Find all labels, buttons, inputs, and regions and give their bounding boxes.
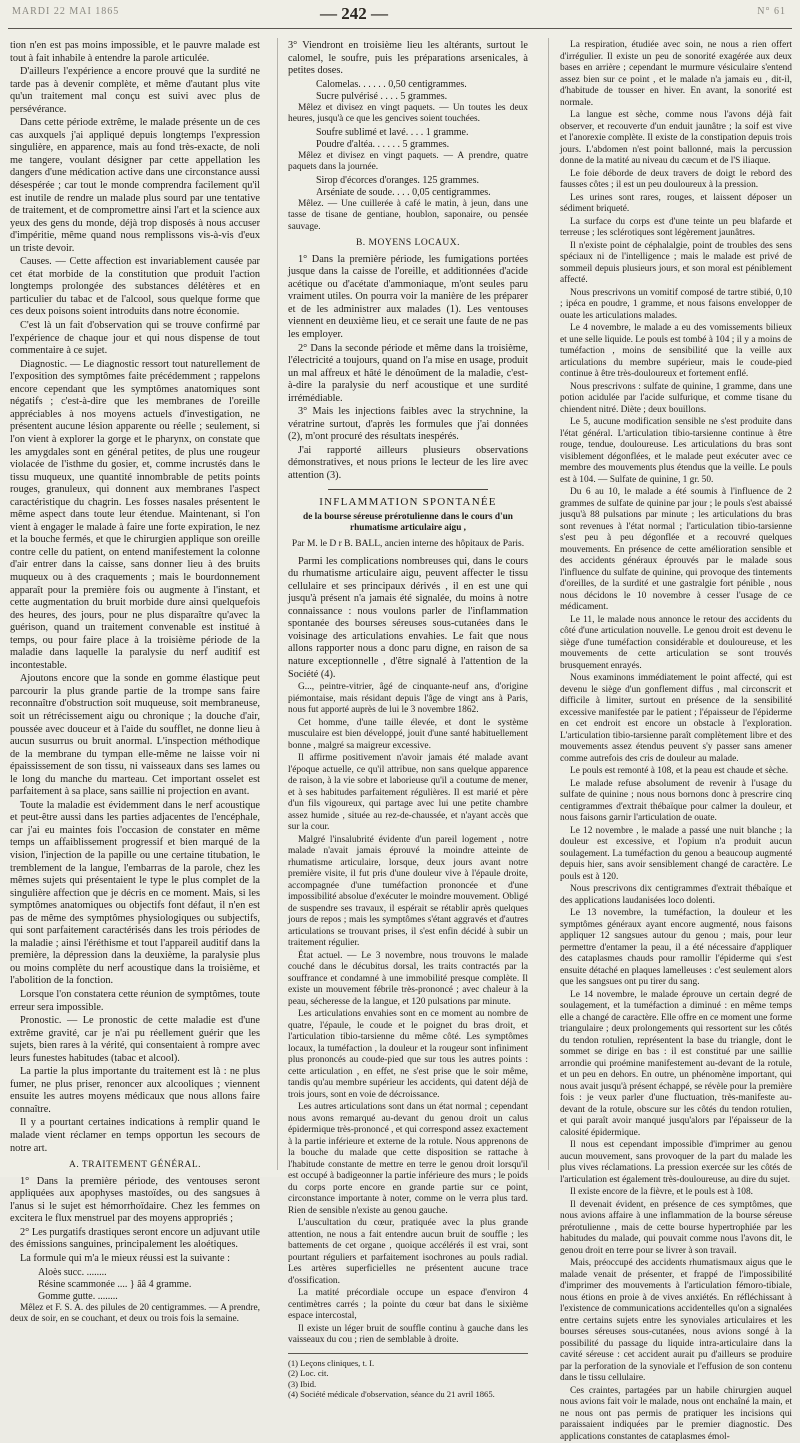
paragraph: La formule qui m'a le mieux réussi est la suivante : bbox=[10, 1253, 260, 1266]
paragraph: Lorsque l'on constatera cette réunion de symptômes, toute erreur sera impossible. bbox=[10, 989, 260, 1014]
article-title: INFLAMMATION SPONTANÉE bbox=[288, 496, 528, 509]
paragraph: Dans cette période extrême, le malade présente un de ces cas auxquels j'ai appliqué depuis longtemps l'expression singulière, en apparence, mais au fond très-exacte, de noli me tangere, voulant désigner par cette appellation les dangers d'une médication active dans une circonstance aussi désespérée ; car tout le monde comprendra facilement qu'il est inutile de rendre un malade plus sourd par une tentative de traitement, et de compromettre ainsi l'art et la science aux yeux des gens du monde, déjà trop disposés à nous accuser d'impéritie, même quand nous remplissons vis-à-vis d'eux un triste devoir. bbox=[10, 117, 260, 255]
paragraph: Il affirme positivement n'avoir jamais été malade avant l'époque actuelle, ce qu'il attribue, non sans quelque apparence de raison, à la vie sobre et laborieuse qu'il a coutume de mener, et à ses habitudes parfaitement régulières. Il est marié et père d'un fils vigoureux, qui partage avec lui une petite chambre assez humide , située au rez-de-chaussée, et n'ayant accès que sur la cour. bbox=[288, 753, 528, 834]
paragraph: Toute la maladie est évidemment dans le nerf acoustique et peut-être aussi dans les parties adjacentes de l'encéphale, car j'ai eu maintes fois l'occasion de constater en même temps un affaiblissement progressif et bien marqué de la vision, l'injection de la papille ou une certaine titubation, le tremblement de la langue, l'embarras de la parole, chez les mêmes sujets qui présentaient le type le plus complet de la singulière affection que je décris en ce moment. Mais, si les symptômes anatomiques ou objectifs font défaut, il n'en est pas de même des symptômes physiologiques ou subjectifs, qui sont parfaitement caractérisés dans les trois périodes de la maladie ; ainsi l'éréthisme et tout l'appareil auditif dans la première, la dépression dans la deuxième, la paralysie plus ou moins complète du nerf acoustique dans la troisième, et l'abolition de la fonction. bbox=[10, 800, 260, 988]
formula-line: Soufre sublimé et lavé. . . . 1 gramme. bbox=[316, 127, 528, 139]
paragraph: Le malade refuse absolument de revenir à l'usage du sulfate de quinine ; nous nous bornons donc à prescrire cinq centigrammes d'extrait thébaïque pour calmer la douleur, et nous faisons garnir l'articulation de ouate. bbox=[560, 779, 792, 825]
footnote: (4) Société médicale d'observation, séance du 21 avril 1865. bbox=[288, 1389, 528, 1400]
paragraph: Mais, préoccupé des accidents rhumatismaux aigus que le malade venait de présenter, et frappé de l'impossibilité d'imprimer des mouvements à l'articulation fémoro-tibiale, nous étions en proie à de vives anxiétés. En réfléchissant à l'existence de communications accidentelles qu'on a signalées entre certains sujets entre les synoviales articulaires et les bourses séreuses sous-cutanées, nous avions songé à la possibilité du passage du liquide intra-articulaire dans la cavité séreuse : cet accident aurait pu d'ailleurs se produire par la perforation de la synoviale et l'effusion de son contenu dans le tissu cellulaire. bbox=[560, 1258, 792, 1385]
paragraph: Le pouls est remonté à 108, et la peau est chaude et sèche. bbox=[560, 766, 792, 778]
column-1 bbox=[10, 40, 260, 1170]
paragraph: Il existe encore de la fièvre, et le pouls est à 108. bbox=[560, 1187, 792, 1199]
header-date-mirrored: MARDI 22 MAI 1865 bbox=[12, 6, 119, 17]
section-heading: A. TRAITEMENT GÉNÉRAL. bbox=[10, 1159, 260, 1172]
page-header bbox=[0, 0, 800, 36]
column-2 bbox=[288, 40, 528, 1170]
paragraph: État actuel. — Le 3 novembre, nous trouvons le malade couché dans le décubitus dorsal, les traits contractés par la souffrance et condamné à une immobilité presque complète. Il existe un mouvement fébrile très-prononcé ; avec chaleur à la peau, sécheresse de la langue, et 120 pulsations par minute. bbox=[288, 951, 528, 1009]
paragraph: tion n'en est pas moins impossible, et le pauvre malade est tout à fait inhabile à entendre la parole articulée. bbox=[10, 40, 260, 65]
paragraph: Le 14 novembre, le malade éprouve un certain degré de soulagement, et la tuméfaction a diminué : en même temps elle a changé de caractère. Elle offre en ce moment une forme triangulaire ; deux prolongements qui ressortent sur les côtés du tendon rotulien, représentent la base du triangle, dont le sommet se dirige en bas : il est constitué par une saillie arrondie qui proémine manifestement au-devant de la rotule, et un peu en dehors. En outre, un phénomène important, qui nous avait jusqu'à présent échappé, se révèle pour la première fois : je veux parler d'une fluctuation, très-manifeste au-devant de la rotule, obscure sur les côtés du tendon rotulien, et qui paraît avoir manqué jusqu'alors par l'épaisseur de la calosité épidermique. bbox=[560, 990, 792, 1140]
article-subtitle: de la bourse séreuse prérotulienne dans le cours d'un rhumatisme articulaire aigu , bbox=[298, 512, 518, 534]
paragraph: 1° Dans la première période, les fumigations portées jusque dans la caisse de l'oreille, et additionnées d'acide acétique ou d'acétate d'ammoniaque, m'ont seules paru vraiment utiles. On pourra voir la manière de les préparer et de les administrer aux malades (1). Les ventouses viennent en deuxième lieu, et ce serait une faute de ne pas les employer. bbox=[288, 254, 528, 342]
paragraph-diagnostic: Diagnostic. — Le diagnostic ressort tout naturellement de l'exposition des symptômes faite précédemment ; rappelons encore cependant que les symptômes anatomiques sont négatifs ; c'est-à-dire que les membranes de l'oreille appréciables à nos moyens actuels d'investigation, ne présentent aucune lésion apparente ou réelle ; seulement, si l'on vient à explorer la gorge et le pharynx, on constate que les amygdales sont en général petites, de plus une rougeur violacée de l'isthme du gosier, et, comme incrustés dans le tissu muqueux, une quantité innombrable de petits points rouges, granuleux, qui donnent aux membranes l'aspect caractéristique du chagrin. Les fosses nasales présentent le même aspect dans toute leur étendue. Maintenant, si l'on vient à engager le malade à faire une forte expiration, le nez et la bouche fermés, et que le chirurgien applique son oreille contre celle du patient, on entend manifestement la colonne d'air entrer dans la caisse, sans donner lieu à des bruits muqueux ou à des craquements ; mais le bourdonnement apparaît pour la première fois ou augmente à l'instant, et cette augmentation du bruit morbide dure ainsi quelquefois des heures, des jours, pour ne plus disparaître qu'avec la guérison, quand un traitement convenable est institué à temps, ou pour faire place à la troisième période de la maladie dans laquelle la paralysie du nerf auditif est incontestable. bbox=[10, 359, 260, 673]
formula-line: Résine scammonée .... } ââ 4 gramme. bbox=[38, 1279, 260, 1291]
paragraph: Ces craintes, partagées par un habile chirurgien auquel nous avions fait voir le malade, nous ont enchaîné la main, et ne nous ont pas permis de pratiquer les incisions qui paraissaient indiquées par le premier diagnostic. Des applications constantes de cataplasmes émol- bbox=[560, 1386, 792, 1443]
paragraph: Le foie déborde de deux travers de doigt le rebord des fausses côtes ; il est un peu douloureux à la pression. bbox=[560, 169, 792, 192]
paragraph: La surface du corps est d'une teinte un peu blafarde et terreuse ; les sclérotiques sont légèrement jaunâtres. bbox=[560, 217, 792, 240]
paragraph: Mêlez et divisez en vingt paquets. — Un toutes les deux heures, jusqu'à ce que les gencives soient touchées. bbox=[288, 103, 528, 126]
paragraph: L'auscultation du cœur, pratiquée avec la plus grande attention, ne nous a fait entendre aucun bruit de souffle ; les battements de cet organe , quoique accélérés il est vrai, sont pourtant réguliers et parfaitement isochrones au pouls radial. Les artères superficielles ne présentent aucune trace d'ossification. bbox=[288, 1218, 528, 1287]
paragraph: Ajoutons encore que la sonde en gomme élastique peut parcourir la plus grande partie de la trompe sans faire reconnaître d'obstruction soit muqueuse, soit membraneuse, soit un rétrécissement aigu ou chronique ; la douche d'air, poussée avec douceur et à l'aide du soufflet, ne donne lieu à aucun susurrus ou bruit anormal. L'inspection méthodique de la membrane du tympan elle-même ne laisse voir ni épaississement de son tissu, ni vaisseaux dans ses lames ou le long du manche du marteau. Cet important osselet est parfaitement à sa place, sans saillie ni projection en avant. bbox=[10, 673, 260, 798]
paragraph: 2° Dans la seconde période et même dans la troisième, l'électricité a toujours, quand on l'a mise en usage, produit un mal affreux et hâté le dénoûment de la maladie, c'est-à-dire la paralysie du nerf acoustique et une surdité irrémédiable. bbox=[288, 343, 528, 406]
paragraph: Il n'existe point de céphalalgie, point de troubles des sens spéciaux ni de l'intelligence ; mais le malade est privé de sommeil depuis plusieurs jours, et son moral est péniblement affecté. bbox=[560, 241, 792, 287]
footnote: (3) Ibid. bbox=[288, 1379, 528, 1390]
paragraph: Les urines sont rares, rouges, et laissent déposer un sédiment briqueté. bbox=[560, 193, 792, 216]
formula-line: Aloès succ. ........ bbox=[38, 1267, 260, 1279]
paragraph: La partie la plus importante du traitement est là : ne plus fumer, ne plus priser, renoncer aux alcooliques ; viennent ensuite les autres moyens médicaux que nous allons faire connaître. bbox=[10, 1066, 260, 1116]
column-divider bbox=[277, 38, 278, 1170]
formula-line: Sirop d'écorces d'oranges. 125 grammes. bbox=[316, 175, 528, 187]
paragraph: Du 6 au 10, le malade a été soumis à l'influence de 2 grammes de sulfate de quinine par jour ; le pouls s'est abaissé jusqu'à 88 pulsations par minute ; les articulations du bras sont revenues à l'état normal ; l'articulation tibio-tarsienne s'est peu à peu dégonflée et a recouvré quelques mouvements. En présence de cette amélioration sensible et des accidents généraux éprouvés par le malade sous l'influence du sulfate de quinine, qui provoque des tintements d'oreilles, de la surdité et une gastralgie fort pénible , nous nous décidons le 10 novembre à cesser l'usage de ce médicament. bbox=[560, 487, 792, 614]
paragraph: Les articulations envahies sont en ce moment au nombre de quatre, l'épaule, le coude et le poignet du bras droit, et l'articulation tibio-tarsienne du même côté. Les symptômes locaux, la tuméfaction , la douleur et la rougeur sont infiniment plus prononcés au coude-pied que sur tous les autres points : cette articulation , en effet, ne s'est prise que le soir même, tandis qu'au membre supérieur les accidents, qui datent déjà de trois jours, sont en voie de décroissance. bbox=[288, 1009, 528, 1101]
paragraph: Il devenait évident, en présence de ces symptômes, que nous avions affaire à une inflammation de la bourse séreuse prérotulienne , mais de cette bourse hypertrophiée par les habitudes du malade, qui pouvait comme nous l'avons dit, le genou droit en terre pour se livrer à son travail. bbox=[560, 1200, 792, 1258]
header-rule bbox=[8, 28, 792, 29]
footnotes bbox=[288, 1353, 528, 1400]
article-separator bbox=[328, 489, 488, 490]
paragraph: Le 5, aucune modification sensible ne s'est produite dans l'état général. L'articulation tibio-tarsienne continue à être rouge, tendue, douloureuse. Les articulations du bras sont visiblement dégonflées, et le malade peut exécuter avec ce membre des mouvements plus étendus que la veille. Le pouls est à 104. — Sulfate de quinine, 1 gr. 50. bbox=[560, 417, 792, 486]
paragraph: Le 12 novembre , le malade a passé une nuit blanche ; la douleur est excessive, et l'opium n'a produit aucun soulagement. La tuméfaction du genou a beaucoup augmenté depuis hier, sans avoir sensiblement changé de caractère. Le pouls est à 120. bbox=[560, 826, 792, 884]
header-issue-number: N° 61 bbox=[757, 6, 786, 17]
paragraph: 3° Viendront en troisième lieu les altérants, surtout le calomel, le soufre, puis les préparations arsenicales, à petites doses. bbox=[288, 40, 528, 78]
paragraph: Mêlez et F. S. A. des pilules de 20 centigrammes. — A prendre, deux de soir, en se couchant, et deux ou trois fois la semaine. bbox=[10, 1303, 260, 1326]
paragraph: Le 11, le malade nous annonce le retour des accidents du côté d'une articulation nouvelle. Le genou droit est devenu le siège d'une tuméfaction considérable et douloureuse, et les mouvements de cette articulation se sont trouvés brusquement enrayés. bbox=[560, 615, 792, 673]
paragraph: Le 13 novembre, la tuméfaction, la douleur et les symptômes généraux ayant encore augmenté, nous faisons appliquer 12 sangsues autour du genou ; mais, pour leur permettre d'entamer la peau, il a été nécessaire d'appliquer des cataplasmes chauds pour ramollir l'épiderme qui s'est ensuite détaché en plaques lamelleuses : c'est seulement alors que les sangsues ont pu tirer du sang. bbox=[560, 908, 792, 989]
paragraph: Nous prescrivons dix centigrammes d'extrait thébaïque et des applications laudanisées loco dolenti. bbox=[560, 884, 792, 907]
paragraph: Nous prescrivons : sulfate de quinine, 1 gramme, dans une potion acidulée par l'acide sulfurique, et comme tisane du chiendent nitré. Diète ; deux bouillons. bbox=[560, 382, 792, 417]
paragraph: La matité précordiale occupe un espace d'environ 4 centimètres carrés ; la pointe du cœur bat dans le sixième espace intercostal, bbox=[288, 1288, 528, 1323]
column-3 bbox=[560, 40, 792, 1170]
formula-line: Poudre d'altéa. . . . . . 5 grammes. bbox=[316, 139, 528, 151]
paragraph: Malgré l'insalubrité évidente d'un pareil logement , notre malade n'avait jamais éprouvé la moindre atteinte de rhumatisme articulaire, lorsque, deux jours avant notre première visite, il fut pris d'une douleur vive à l'épaule droite, accompagnée d'une tuméfaction prononcée et d'une impossibilité absolue d'exécuter le moindre mouvement. Obligé de suspendre ses travaux, il espérait se rétablir après quelques jours de repos ; mais les symptômes s'étant aggravés et d'autres articulations se trouvant prises, il s'est enfin décidé à subir un traitement régulier. bbox=[288, 835, 528, 950]
paragraph: Il nous est cependant impossible d'imprimer au genou aucun mouvement, sans provoquer de la part du malade les plus vives réclamations. La pression exercée sur les côtés de l'articulation est également très-douloureuse, au dire du sujet. bbox=[560, 1140, 792, 1186]
paragraph-causes: Causes. — Cette affection est invariablement causée par cet état morbide de la constitution que produit l'action longtemps prolongée des substances délétères et en particulier du tabac et de l'alcool, sous quelque forme que ces deux poisons soient introduits dans notre économie. bbox=[10, 256, 260, 319]
page-number: — 242 — bbox=[320, 4, 388, 24]
section-heading: B. MOYENS LOCAUX. bbox=[288, 237, 528, 250]
paragraph-pronostic: Pronostic. — Le pronostic de cette maladie est d'une extrême gravité, car je n'ai pu réellement guérir que les sujets, bien rares à la vérité, qui consentaient à rompre avec leurs funestes habitudes (tabac et alcool). bbox=[10, 1015, 260, 1065]
footnote: (2) Loc. cit. bbox=[288, 1368, 528, 1379]
paragraph: Il y a pourtant certaines indications à remplir quand le malade vient réclamer en temps opportun les secours de notre art. bbox=[10, 1117, 260, 1155]
paragraph: Nous examinons immédiatement le point affecté, qui est devenu le siège d'un gonflement diffus , mal circonscrit et difficile à limiter, surtout en présence de la sensibilité excessive manifestée par le patient ; l'épaisseur de l'épiderme en cet endroit est encore un obstacle à l'exploration. L'articulation tibio-tarsienne paraît complètement libre et des mouvements assez étendus peuvent s'y passer sans amener comme autrefois des cris de douleur au malade. bbox=[560, 673, 792, 765]
column-divider bbox=[548, 38, 549, 1170]
paragraph: La respiration, étudiée avec soin, ne nous a rien offert d'irrégulier. Il existe un peu de sonorité exagérée aux deux bases en arrière ; cependant le murmure vésiculaire s'entend assez bien sur ce point , et le malade n'a jamais eu , dit-il, d'habitude de tousser en hiver. En avant, la sonorité est normale. bbox=[560, 40, 792, 109]
paragraph: Nous prescrivons un vomitif composé de tartre stibié, 0,10 ; ipéca en poudre, 1 gramme, et nous faisons envelopper de ouate les articulations malades. bbox=[560, 288, 792, 323]
paragraph: J'ai rapporté ailleurs plusieurs observations démonstratives, et nous prions le lecteur de les lire avec attention (3). bbox=[288, 445, 528, 483]
paragraph: Cet homme, d'une taille élevée, et dont le système musculaire est bien développé, jouit d'une santé habituellement bonne , malgré sa maigreur excessive. bbox=[288, 718, 528, 753]
formula-line: Sucre pulvérisé . . . . 5 grammes. bbox=[316, 91, 528, 103]
paragraph: 3° Mais les injections faibles avec la strychnine, la vératrine surtout, d'après les formules que j'ai données (2), m'ont procuré des résultats inespérés. bbox=[288, 406, 528, 444]
paragraph: 1° Dans la première période, des ventouses seront appliquées aux apophyses mastoïdes, ou des sangsues à l'anus si le sujet est hémorrhoïdaire. Chez les femmes on excitera le flux menstruel par des moyens appropriés ; bbox=[10, 1176, 260, 1226]
formula-line: Calomelas. . . . . . 0,50 centigrammes. bbox=[316, 79, 528, 91]
paragraph: Parmi les complications nombreuses qui, dans le cours du rhumatisme articulaire aigu, peuvent affecter le tissu cellulaire et ses principaux dérivés , il en est une qui jusqu'à présent n'a jamais été signalée, du moins à notre connaissance : nous voulons parler de l'inflammation spontanée des bourses séreuses sous-cutanées dans le voisinage des articulations envahies. Le fait que nous allons rapporter nous a donc paru digne, en raison de sa nature exceptionnelle , d'être signalé à l'attention de la Société (4). bbox=[288, 556, 528, 681]
paragraph: La langue est sèche, comme nous l'avons déjà fait observer, et recouverte d'un enduit jaunâtre ; la soif est vive et l'anorexie complète. Il existe de la constipation depuis trois jours. L'abdomen n'est point ballonné, mais la percussion donne de la matité au niveau du cæcum et de l'S iliaque. bbox=[560, 110, 792, 168]
formula-line: Gomme gutte. ........ bbox=[38, 1291, 260, 1303]
footnote: (1) Leçons cliniques, t. I. bbox=[288, 1358, 528, 1369]
paragraph: D'ailleurs l'expérience a encore prouvé que la surdité ne tarde pas à devenir complète, et même d'autant plus vite qu'un traitement mal conçu est suivi avec plus de persévérance. bbox=[10, 66, 260, 116]
paragraph: 2° Les purgatifs drastiques seront encore un adjuvant utile des émissions sanguines, principalement les aloétiques. bbox=[10, 1227, 260, 1252]
paragraph: C'est là un fait d'observation qui se trouve confirmé par l'expérience de chaque jour et qui nous dispense de tout commentaire à ce sujet. bbox=[10, 320, 260, 358]
formula-line: Arséniate de soude. . . . 0,05 centigrammes. bbox=[316, 187, 528, 199]
paragraph: Il existe un léger bruit de souffle continu à gauche dans les vaisseaux du cou ; rien de semblable à droite. bbox=[288, 1324, 528, 1347]
article-author: Par M. le D r B. BALL, ancien interne des hôpitaux de Paris. bbox=[288, 538, 528, 551]
paragraph: G..., peintre-vitrier, âgé de cinquante-neuf ans, d'origine piémontaise, mais résidant depuis l'âge de vingt ans à Paris, nous fut apporté auprès de lui le 3 novembre 1862. bbox=[288, 682, 528, 717]
paragraph: Les autres articulations sont dans un état normal ; cependant nous avons remarqué au-devant du genou droit un calus épidermique très-prononcé , et qui correspond assez exactement à la partie inférieure et externe de la rotule. Nous apprenons de la bouche du malade que cette disposition se rattache à l'habitude constante de mettre en terre le genou droit lorsqu'il est occupé à badigeonner la partie inférieure des murs ; le poids du corps porte encore en grande partie sur ce point, circonstance importante à noter, comme on le verra plus tard. Rien de sensible n'existe au genou gauche. bbox=[288, 1102, 528, 1217]
paragraph: Mêlez et divisez en vingt paquets. — A prendre, quatre paquets dans la journée. bbox=[288, 151, 528, 174]
paragraph: Mêlez. — Une cuillerée à café le matin, à jeun, dans une tasse de tisane de gentiane, houblon, saponaire, ou pensée sauvage. bbox=[288, 199, 528, 234]
paragraph: Le 4 novembre, le malade a eu des vomissements bilieux et une selle liquide. Le pouls est tombé à 104 ; il y a moins de tuméfaction , moins de sensibilité que la veille aux articulations du membre supérieur, mais le coude-pied continue à être très-douloureux et fortement enflé. bbox=[560, 323, 792, 381]
